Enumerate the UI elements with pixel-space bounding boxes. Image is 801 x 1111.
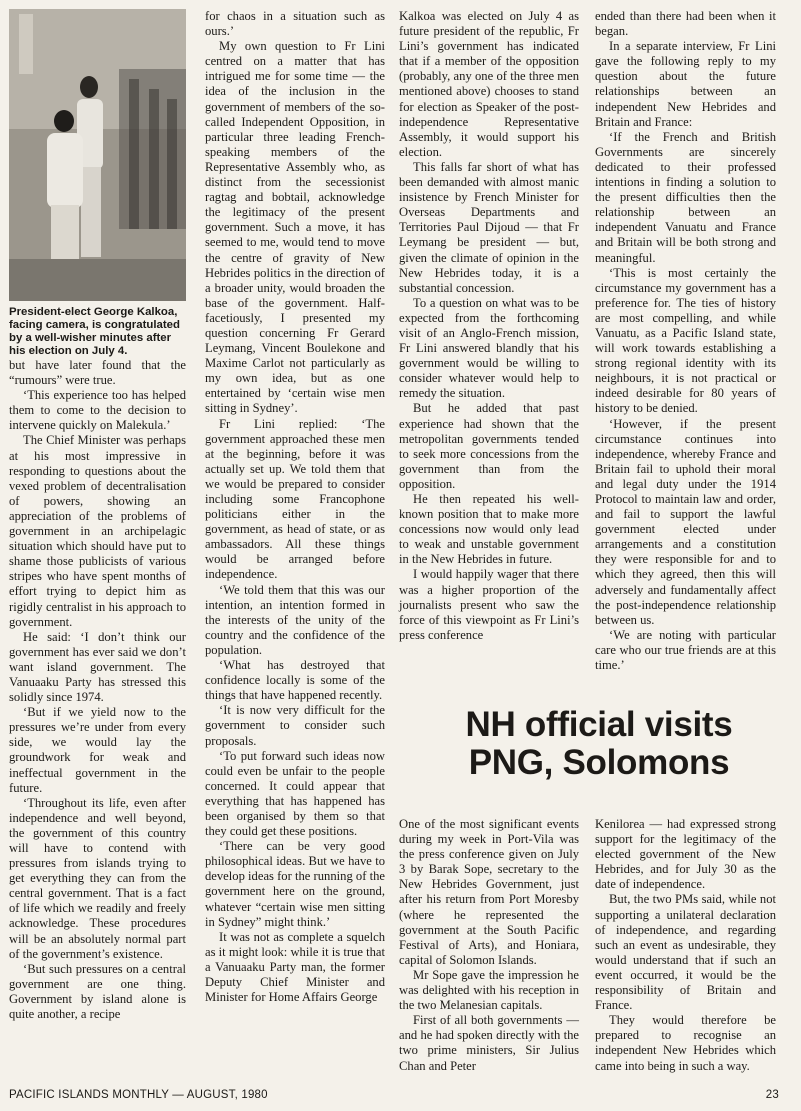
- paragraph: But he added that past experience had shown that the metropolitan governments tended to seek more concessions from the government than from the opposition.: [399, 401, 579, 491]
- paragraph: for chaos in a situation such as ours.’: [205, 9, 385, 39]
- column-3: [399, 9, 579, 699]
- paragraph: To a question on what was to be expected from the forthcoming visit of an Anglo-French mission, Fr Lini answered blandly that his government would be willing to consider whatever would help to remedy the situation.: [399, 295, 579, 401]
- paragraph: ‘If the French and British Governments are sincerely dedicated to their professed intentions in finding a solution to the present difficulties then the relationship between an independent Vanuatu and France and Britain will be both strong and meaningful.: [595, 129, 776, 265]
- paragraph: But, the two PMs said, while not supporting a unilateral declaration of independence, and regarding such an event as undesirable, they would understand that if such an event occurred, it would be the responsibility of Britain and France.: [595, 892, 776, 1013]
- photo-caption: President-elect George Kalkoa, facing camera, is congratulated by a well-wisher minutes after his election on July 4.: [9, 306, 180, 357]
- column-5: [399, 817, 579, 1074]
- paragraph: One of the most significant events during my week in Port-Vila was the press conference given on July 3 by Barak Sope, secretary to the New Hebrides Government, just after his return from Port Moresby (where he represented the government at the South Pacific Festival of Arts), and Honiara, capital of Solomon Islands.: [399, 817, 579, 967]
- headline-line-1: NH official visits: [465, 705, 733, 744]
- paragraph: ‘This experience too has helped them to come to the decision to intervene quickly on Malekula.’: [9, 388, 186, 433]
- paragraph: Mr Sope gave the impression he was delighted with his reception in the two Melanesian capitals.: [399, 967, 579, 1013]
- paragraph: Kalkoa was elected on July 4 as future president of the republic, Fr Lini’s government has indicated that if a member of the opposition (probably, any one of the three men mentioned above) chooses to stand for election as Speaker of the post-independence Representative Assembly, it would support his election.: [399, 9, 579, 159]
- column-6: [595, 817, 776, 1074]
- paragraph: They would therefore be prepared to recognise an independent New Hebrides which came into being in such a way.: [595, 1013, 776, 1073]
- paragraph: It was not as complete a squelch as it might look: while it is true that a Vanuaaku Party man, the former Deputy Chief Minister and Minister for Home Affairs George: [205, 929, 385, 1005]
- paragraph: ‘But such pressures on a central government are one thing. Government by island alone is quite another, a recipe: [9, 961, 186, 1022]
- column-4: [595, 9, 776, 699]
- photo-image: [9, 9, 186, 301]
- paragraph: ‘What has destroyed that confidence locally is some of the things that have happened recently.: [205, 658, 385, 703]
- paragraph: In a separate interview, Fr Lini gave the following reply to my question about the future relationships between an independent New Hebrides and Britain and France:: [595, 39, 776, 129]
- paragraph: ‘However, if the present circumstance continues into independence, whereby France and Britain fail to uphold their moral and legal duty under the 1914 Protocol to maintain law and order, and fail to support the lawful government elected under arrangements and a constitution they were responsible for and to which they agreed, then this will adversely and fundamentally affect the post-independence relationship between us.: [595, 416, 776, 627]
- paragraph: He said: ‘I don’t think our government has ever said we don’t want island government. The Vanuaaku Party has stressed this solidly since 1974.: [9, 629, 186, 705]
- paragraph: but have later found that the “rumours” were true.: [9, 358, 186, 388]
- paragraph: ended than there had been when it began.: [595, 9, 776, 39]
- paragraph: ‘There can be very good philosophical ideas. But we have to develop ideas for the running of the government here on the ground, whatever “certain wise men sitting in Sydney” might think.’: [205, 839, 385, 929]
- paragraph: ‘Throughout its life, even after independence and well beyond, the government of this country will have to contend with pressures from islands trying to get everything they can from the central government. That is a fact of life which we readily and freely acknowledge. These procedures will be an absolutely normal part of the government’s existence.: [9, 795, 186, 961]
- paragraph: Kenilorea — had expressed strong support for the legitimacy of the elected government of the New Hebrides, and for July 30 as the date of independence.: [595, 817, 776, 892]
- paragraph: He then repeated his well-known position that to make more concessions now would only lead to weak and unstable government in the New Hebrides in future.: [399, 492, 579, 567]
- paragraph: ‘We are noting with particular care who our true friends are at this time.’: [595, 627, 776, 673]
- column-2: [205, 9, 385, 1005]
- column-1: [9, 9, 186, 1022]
- publication-line: PACIFIC ISLANDS MONTHLY — AUGUST, 1980: [9, 1089, 268, 1101]
- paragraph: ‘But if we yield now to the pressures we’re under from every side, we would lay the groundwork for weak and ineffectual government in the future.: [9, 705, 186, 795]
- paragraph: The Chief Minister was perhaps at his most impressive in responding to questions about the vexed problem of decentralisation of powers, showing an appreciation of the problems of government in an archipelagic situation which should have put to shame those publicists of various stripes who have spent months of effort trying to depict him as rigidly centralist in his approach to government.: [9, 433, 186, 629]
- page-number: 23: [765, 1089, 779, 1101]
- paragraph: First of all both governments — and he had spoken directly with the two prime ministers, Sir Julius Chan and Peter: [399, 1013, 579, 1073]
- paragraph: My own question to Fr Lini centred on a matter that has intrigued me for some time — the idea of the inclusion in the government of members of the so-called Independent Opposition, in particular three leading French-speaking members of the Representative Assembly who, as distinct from the secessionist ragtag and bobtail, acknowledge the legitimacy of the present government. Such a move, it has seemed to me, would tend to move the centre of gravity of New Hebrides politics in the direction of a broader unity, would broaden the base of the government. Half-facetiously, I presented my question concerning Fr Gerard Leymang, Vincent Boulekone and Maxime Carlot not particularly as my own idea, but as one entertained by ‘certain wise men sitting in Sydney’.: [205, 39, 385, 416]
- headline-line-2: PNG, Solomons: [468, 743, 730, 782]
- paragraph: ‘To put forward such ideas now could even be unfair to the people concerned. It could appear that everything that has happened has been organised by them so that they could get these positions.: [205, 748, 385, 839]
- paragraph: I would happily wager that there was a higher proportion of the journalists present who saw the force of this viewpoint as Fr Lini’s press conference: [399, 567, 579, 642]
- paragraph: ‘We told them that this was our intention, an intention formed in the interests of the unity of the country and the confidence of the population.: [205, 582, 385, 657]
- paragraph: This falls far short of what has been demanded with almost manic insistence by French Minister for Overseas Departments and Territories Paul Dijoud — that Fr Leymang be president — but, given the climate of opinion in the New Hebrides today, it is a substantial concession.: [399, 159, 579, 295]
- article-headline: [404, 706, 794, 782]
- paragraph: Fr Lini replied: ‘The government approached these men at the beginning, before it was actually set up. We told them that we would be prepared to consider including some Francophone politicians either in the government, as head of state, or as ambassadors. All these things would be arranged before independence.: [205, 416, 385, 582]
- photo-kalkoa-congratulated: [9, 9, 186, 301]
- paragraph: ‘This is most certainly the circumstance my government has a preference for. The ties of history are most compelling, and while Vanuatu, as a Pacific Island state, will work towards establishing a strong regional identity with its neighbours, it is not practical or indeed desirable for 80 years of history to be denied.: [595, 265, 776, 416]
- paragraph: ‘It is now very difficult for the government to consider such proposals.: [205, 703, 385, 748]
